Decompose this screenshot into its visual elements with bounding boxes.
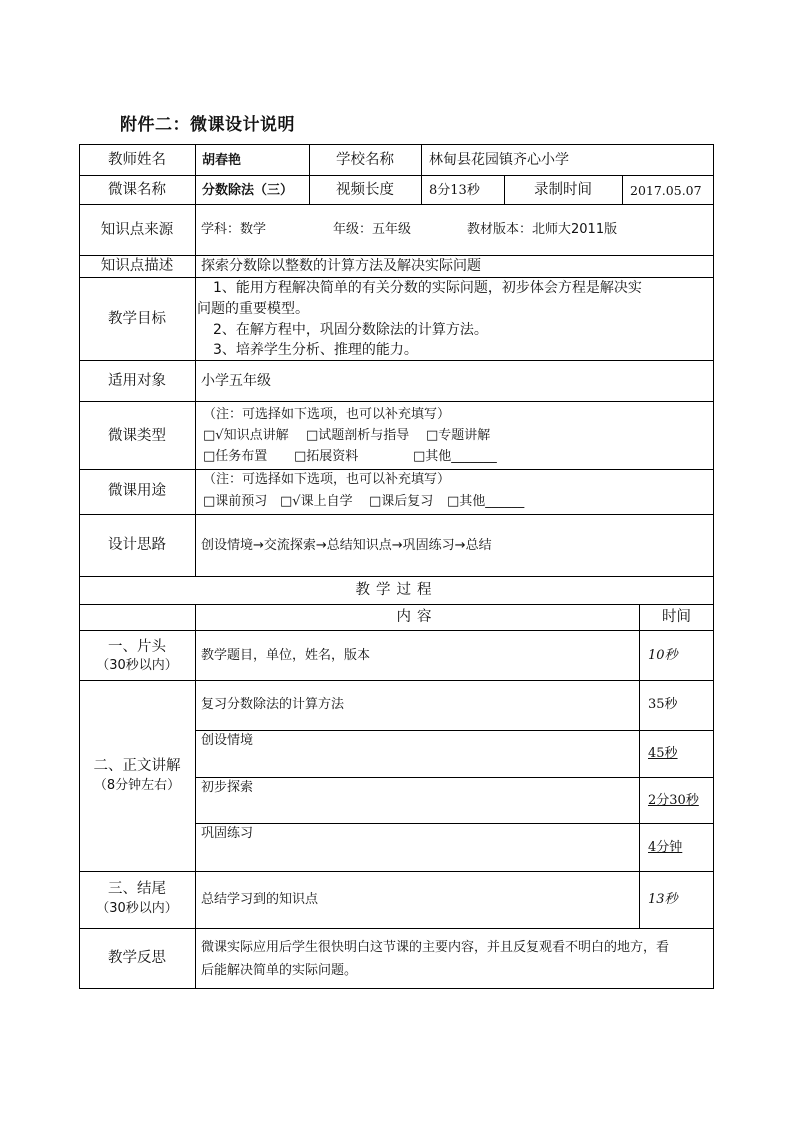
grade-value: 年级：五年级	[333, 222, 412, 237]
course-label: 微课名称	[108, 182, 166, 198]
end-sub: （30秒以内）	[96, 901, 178, 916]
course-value: 分数除法（三）	[202, 183, 294, 198]
col-divider	[639, 604, 640, 928]
edition-value: 教材版本：北师大2011版	[467, 222, 618, 237]
main-row-time: 4分钟	[648, 840, 683, 855]
main-label: 二、正文讲解	[93, 758, 181, 774]
usage-option-other: □其他______	[447, 494, 525, 509]
row-divider	[79, 928, 714, 929]
process-heading: 教学过程	[355, 582, 438, 598]
row-divider	[79, 204, 714, 205]
audience-label: 适用对象	[108, 373, 166, 389]
main-row-content: 创设情境	[201, 733, 254, 748]
date-value: 2017.05.07	[630, 183, 702, 198]
main-row-content: 巩固练习	[201, 826, 254, 841]
col-divider	[622, 175, 623, 204]
goal-line-2: 2、在解方程中，巩固分数除法的计算方法。	[213, 322, 488, 338]
main-row-content: 复习分数除法的计算方法	[201, 697, 345, 712]
usage-option-preview: □课前预习	[203, 494, 268, 509]
intro-content: 教学题目，单位，姓名，版本	[201, 648, 371, 663]
row-divider	[79, 604, 714, 605]
row-divider	[79, 401, 714, 402]
end-label: 三、结尾	[108, 881, 166, 897]
teacher-value: 胡春艳	[202, 153, 242, 168]
type-option-knowledge: □√知识点讲解	[203, 428, 289, 443]
source-label: 知识点来源	[100, 222, 174, 238]
col-divider	[421, 144, 422, 204]
reflection-line-2: 后能解决简单的实际问题。	[201, 963, 358, 978]
row-divider	[79, 469, 714, 470]
subject-value: 学科：数学	[201, 222, 267, 237]
main-row-time: 2分30秒	[648, 793, 699, 808]
date-label: 录制时间	[534, 182, 592, 198]
main-row-content: 初步探索	[201, 780, 254, 795]
row-divider	[79, 360, 714, 361]
intro-label: 一、片头	[108, 639, 166, 655]
type-option-other: □其他_______	[413, 449, 497, 464]
row-divider	[79, 576, 714, 577]
design-value: 创设情境→交流探索→总结知识点→巩固练习→总结	[201, 538, 492, 553]
goal-line-3: 3、培养学生分析、推理的能力。	[213, 342, 418, 358]
usage-option-self-study: □√课上自学	[280, 494, 353, 509]
usage-note: （注：可选择如下选项，也可以补充填写）	[203, 472, 451, 487]
school-value: 林甸县花园镇齐心小学	[429, 152, 569, 168]
length-value: 8分13秒	[429, 183, 480, 198]
intro-sub: （30秒以内）	[96, 658, 178, 673]
row-divider	[79, 871, 714, 872]
goal-line-1b: 问题的重要模型。	[197, 301, 309, 317]
main-row-time: 35秒	[648, 697, 678, 712]
school-label: 学校名称	[336, 152, 394, 168]
row-divider	[79, 630, 714, 631]
reflection-label: 教学反思	[108, 950, 166, 966]
col-divider	[195, 604, 196, 989]
reflection-line-1: 微课实际应用后学生很快明白这节课的主要内容，并且反复观看不明白的地方，看	[201, 940, 670, 955]
end-content: 总结学习到的知识点	[201, 892, 319, 907]
type-option-analysis: □试题剖析与指导	[306, 428, 410, 443]
time-header: 时间	[662, 609, 691, 625]
length-label: 视频长度	[336, 182, 394, 198]
row-divider	[79, 175, 714, 176]
row-divider	[79, 277, 714, 278]
col-divider	[195, 144, 196, 576]
desc-label: 知识点描述	[100, 258, 174, 274]
type-label: 微课类型	[108, 428, 166, 444]
page-title: 附件二：微课设计说明	[120, 115, 295, 135]
goals-label: 教学目标	[108, 311, 166, 327]
usage-label: 微课用途	[108, 483, 166, 499]
row-divider	[195, 777, 714, 778]
row-divider	[79, 255, 714, 256]
type-option-topic: □专题讲解	[426, 428, 491, 443]
row-divider	[195, 730, 714, 731]
audience-value: 小学五年级	[201, 373, 271, 389]
end-time: 13秒	[648, 892, 678, 907]
design-label: 设计思路	[108, 537, 166, 553]
teacher-label: 教师姓名	[108, 152, 166, 168]
goal-line-1: 1、能用方程解决简单的有关分数的实际问题，初步体会方程是解决实	[213, 280, 642, 296]
type-note: （注：可选择如下选项，也可以补充填写）	[203, 407, 451, 422]
main-sub: （8分钟左右）	[93, 778, 181, 793]
desc-value: 探索分数除以整数的计算方法及解决实际问题	[201, 258, 481, 274]
main-row-time: 45秒	[648, 746, 678, 761]
row-divider	[79, 680, 714, 681]
row-divider	[79, 514, 714, 515]
content-header: 内容	[396, 609, 438, 625]
type-option-task: □任务布置	[203, 449, 268, 464]
row-divider	[195, 823, 714, 824]
intro-time: 10秒	[648, 648, 678, 663]
usage-option-review: □课后复习	[369, 494, 434, 509]
type-option-extended: □拓展资料	[294, 449, 359, 464]
